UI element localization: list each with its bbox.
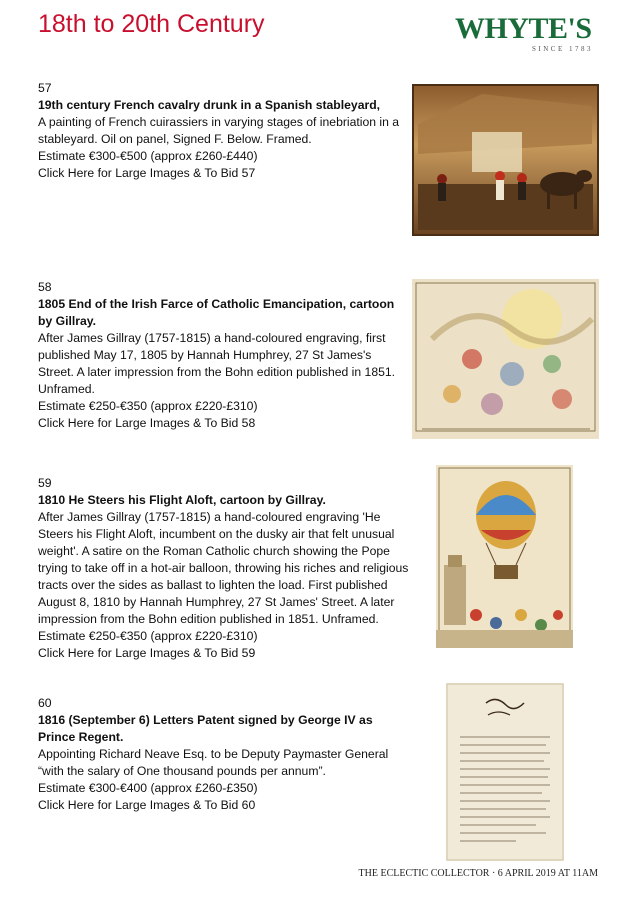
lot-58-cartoon-image[interactable] [412,279,599,439]
lot-bid-link[interactable]: Click Here for Large Images & To Bid 60 [38,798,256,812]
lot-title: 19th century French cavalry drunk in a Spanish stableyard, [38,98,381,112]
lot-number: 59 [38,476,52,490]
lot-58 [38,279,410,432]
lot-bid-link[interactable]: Click Here for Large Images & To Bid 59 [38,646,256,660]
lot-description: A painting of French cuirassiers in varying stages of inebriation in a stableyard. Oil on panel, Signed F. Below. Framed. [38,115,400,146]
footer-auction-info: THE ECLECTIC COLLECTOR · 6 APRIL 2019 AT 11AM [358,868,598,879]
lot-57-painting-image[interactable] [412,84,599,236]
lot-bid-link[interactable]: Click Here for Large Images & To Bid 57 [38,166,256,180]
lot-title: 1810 He Steers his Flight Aloft, cartoon by Gillray. [38,493,326,507]
lot-description: After James Gillray (1757-1815) a hand-coloured engraving 'He Steers his Flight Aloft, incumbent on the dusky air that felt unusual weight'. A satire on the Roman Catholic church showing the Pope trying to take off in a hot-air balloon, throwing his riches and religious tracts over the sides as ballast to lighten the load. First published August 8, 1810 by Hannah Humphrey, 27 St James' Street. A later impression from the Bohn edition published in 1851. Unframed. [38,510,409,626]
lot-number: 58 [38,280,52,294]
lot-estimate: Estimate €250-€350 (approx £220-£310) [38,399,258,413]
lot-number: 60 [38,696,52,710]
lot-bid-link[interactable]: Click Here for Large Images & To Bid 58 [38,416,256,430]
lot-description: After James Gillray (1757-1815) a hand-coloured engraving, first published May 17, 1805 by Hannah Humphrey, 27 St James's Street. A later impression from the Bohn edition published in 1851. Unframed. [38,331,396,396]
lot-number: 57 [38,81,52,95]
lot-59-balloon-cartoon-image[interactable] [436,465,573,648]
lot-estimate: Estimate €300-€400 (approx £260-£350) [38,781,258,795]
whytes-logo[interactable] [455,14,595,54]
lot-59 [38,475,410,662]
lot-description: Appointing Richard Neave Esq. to be Deputy Paymaster General “with the salary of One thousand pounds per annum”. [38,747,389,778]
lot-60 [38,695,410,814]
lot-title: 1816 (September 6) Letters Patent signed by George IV as Prince Regent. [38,713,373,744]
lot-60-letters-patent-image[interactable] [446,683,564,861]
logo-since: SINCE 1783 [532,45,593,53]
lot-title: 1805 End of the Irish Farce of Catholic Emancipation, cartoon by Gillray. [38,297,395,328]
logo-wordmark: WHYTE'S [455,12,592,45]
lot-57 [38,80,410,182]
lot-estimate: Estimate €250-€350 (approx £220-£310) [38,629,258,643]
lot-estimate: Estimate €300-€500 (approx £260-£440) [38,149,258,163]
section-title: 18th to 20th Century [38,10,265,38]
